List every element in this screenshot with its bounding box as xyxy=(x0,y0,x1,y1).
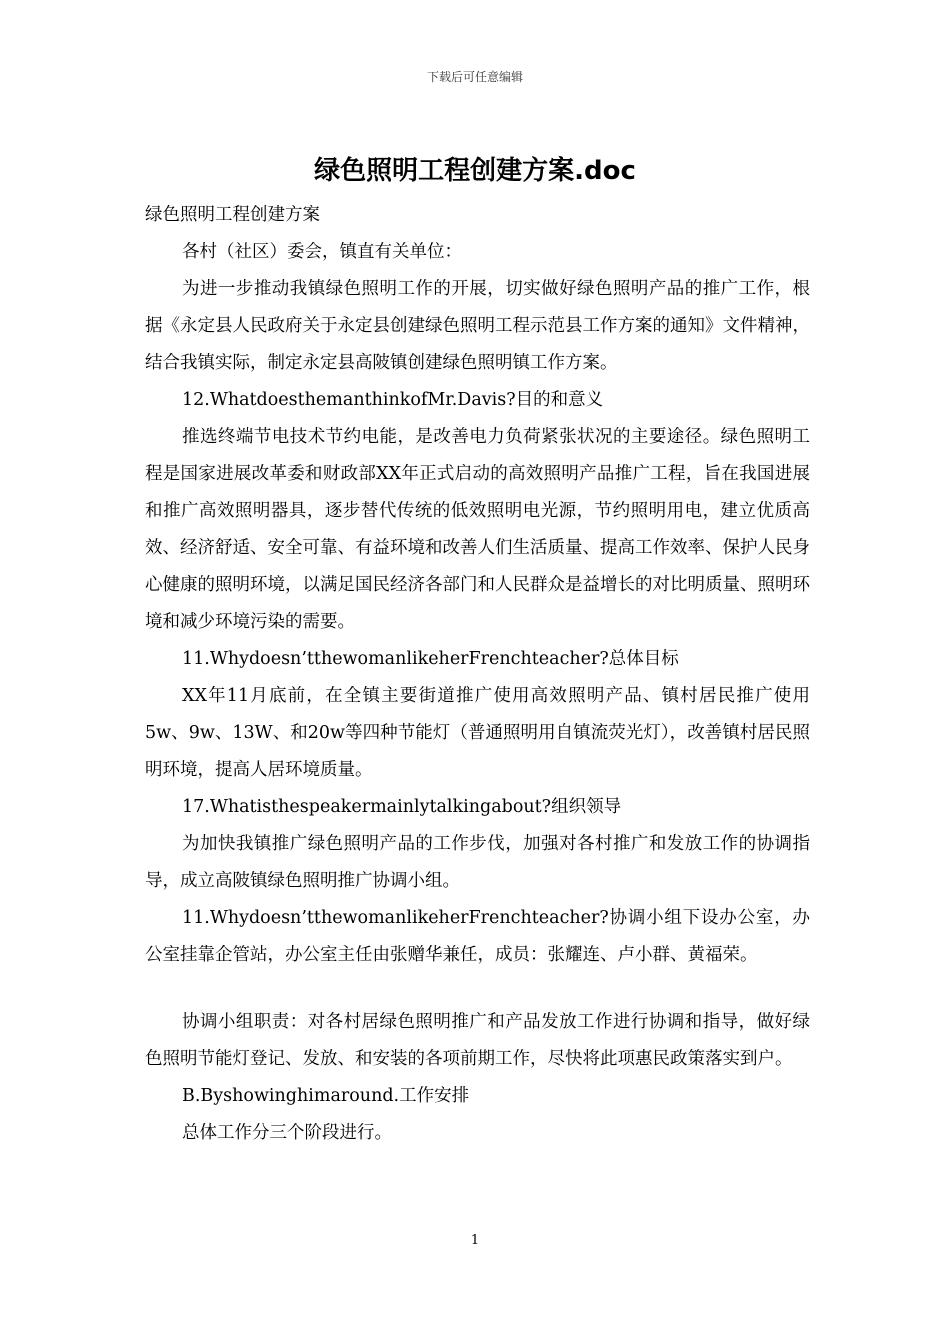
paragraph: 协调小组职责：对各村居绿色照明推广和产品发放工作进行协调和指导，做好绿色照明节能灯登记、发放、和安装的各项前期工作，尽快将此项惠民政策落实到户。 xyxy=(145,1012,810,1069)
page-number: 1 xyxy=(470,1233,480,1248)
paragraph: 各村（社区）委会，镇直有关单位： xyxy=(182,242,462,262)
page-header: 下载后可任意编辑 xyxy=(426,70,523,84)
paragraph: 11.Whydoesn’tthewomanlikeherFrenchteacher?协调小组下设办公室，办公室挂靠企管站，办公室主任由张赠华兼任，成员：张耀连、卢小群、黄福荣。 xyxy=(145,908,810,965)
paragraph: B.Byshowinghimaround.工作安排 xyxy=(182,1086,470,1106)
document-title: 绿色照明工程创建方案.doc xyxy=(314,156,636,186)
paragraph: 12.WhatdoesthemanthinkofMr.Davis?目的和意义 xyxy=(182,390,604,410)
paragraph: 总体工作分三个阶段进行。 xyxy=(182,1123,392,1143)
paragraph: 为加快我镇推广绿色照明产品的工作步伐，加强对各村推广和发放工作的协调指导，成立高陂镇绿色照明推广协调小组。 xyxy=(145,834,810,891)
paragraph: 11.Whydoesn’tthewomanlikeherFrenchteacher?总体目标 xyxy=(182,649,679,669)
paragraph: XX年11月底前，在全镇主要街道推广使用高效照明产品、镇村居民推广使用5w、9w、13W、和20w等四种节能灯（普通照明用自镇流荧光灯），改善镇村居民照明环境，提高人居环境质量。 xyxy=(145,686,810,780)
paragraph: 绿色照明工程创建方案 xyxy=(145,205,320,225)
document-body xyxy=(145,197,810,1152)
paragraph: 为进一步推动我镇绿色照明工作的开展，切实做好绿色照明产品的推广工作，根据《永定县人民政府关于永定县创建绿色照明工程示范县工作方案的通知》文件精神，结合我镇实际，制定永定县高陂镇创建绿色照明镇工作方案。 xyxy=(145,279,810,373)
paragraph: 17.Whatisthespeakermainlytalkingabout?组织领导 xyxy=(182,797,622,817)
paragraph: 推选终端节电技术节约电能，是改善电力负荷紧张状况的主要途径。绿色照明工程是国家进展改革委和财政部XX年正式启动的高效照明产品推广工程，旨在我国进展和推广高效照明器具，逐步替代传统的低效照明电光源，节约照明用电，建立优质高效、经济舒适、安全可靠、有益环境和改善人们生活质量、提高工作效率、保护人民身心健康的照明环境，以满足国民经济各部门和人民群众是益增长的对比明质量、照明环境和减少环境污染的需要。 xyxy=(145,427,810,632)
